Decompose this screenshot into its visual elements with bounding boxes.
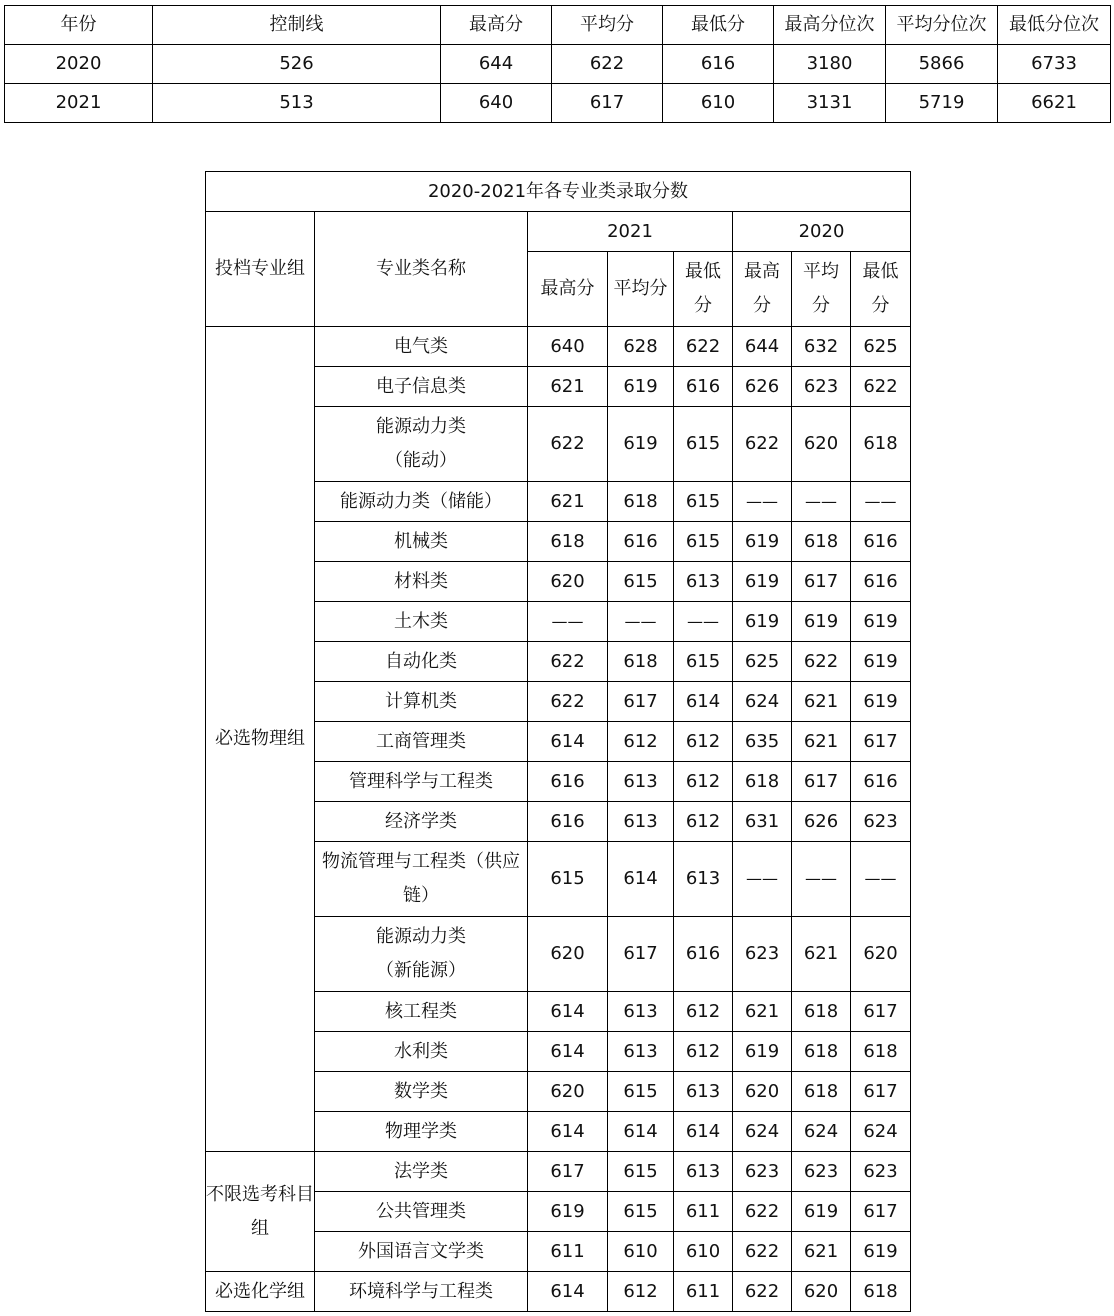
score-cell: 625 bbox=[733, 642, 792, 682]
score-cell: 617 bbox=[528, 1152, 608, 1192]
score-cell: 613 bbox=[608, 762, 674, 802]
score-cell: 623 bbox=[851, 802, 911, 842]
score-sub-header: 最低 分 bbox=[674, 252, 733, 327]
score-cell: 619 bbox=[528, 1192, 608, 1232]
score-cell: 618 bbox=[851, 1032, 911, 1072]
score-cell: 619 bbox=[733, 562, 792, 602]
score-cell: 619 bbox=[851, 682, 911, 722]
summary-header-cell: 最低分位次 bbox=[998, 6, 1111, 45]
score-cell: —— bbox=[851, 482, 911, 522]
major-name-cell: 工商管理类 bbox=[315, 722, 528, 762]
year-cell: 2020 bbox=[5, 45, 153, 84]
score-cell: —— bbox=[528, 602, 608, 642]
major-name-cell: 核工程类 bbox=[315, 992, 528, 1032]
score-cell: 616 bbox=[674, 917, 733, 992]
score-cell: 623 bbox=[733, 917, 792, 992]
score-cell: 614 bbox=[528, 1272, 608, 1312]
score-cell: 619 bbox=[851, 642, 911, 682]
score-cell: 610 bbox=[674, 1232, 733, 1272]
summary-value-cell: 640 bbox=[441, 84, 552, 123]
score-cell: 617 bbox=[608, 682, 674, 722]
score-cell: 621 bbox=[792, 917, 851, 992]
score-cell: 613 bbox=[608, 1032, 674, 1072]
score-cell: 615 bbox=[608, 1152, 674, 1192]
score-cell: 612 bbox=[608, 722, 674, 762]
score-cell: 616 bbox=[851, 762, 911, 802]
score-cell: 618 bbox=[792, 992, 851, 1032]
score-cell: 626 bbox=[733, 367, 792, 407]
score-cell: 612 bbox=[608, 1272, 674, 1312]
major-name-cell: 电气类 bbox=[315, 327, 528, 367]
score-cell: 613 bbox=[674, 562, 733, 602]
score-cell: 624 bbox=[733, 1112, 792, 1152]
score-cell: 623 bbox=[792, 1152, 851, 1192]
score-cell: 614 bbox=[608, 842, 674, 917]
score-cell: 619 bbox=[608, 407, 674, 482]
score-cell: 621 bbox=[528, 482, 608, 522]
score-cell: 616 bbox=[528, 802, 608, 842]
score-cell: 640 bbox=[528, 327, 608, 367]
major-name-column-header: 专业类名称 bbox=[315, 212, 528, 327]
score-cell: —— bbox=[851, 842, 911, 917]
score-cell: 615 bbox=[674, 522, 733, 562]
score-cell: 621 bbox=[528, 367, 608, 407]
score-cell: 614 bbox=[528, 992, 608, 1032]
score-cell: 620 bbox=[528, 917, 608, 992]
score-cell: 622 bbox=[792, 642, 851, 682]
score-cell: 618 bbox=[792, 522, 851, 562]
score-cell: 612 bbox=[674, 992, 733, 1032]
group-name-cell: 必选物理组 bbox=[206, 327, 315, 1152]
summary-header-cell: 平均分 bbox=[552, 6, 663, 45]
major-header-row-1 bbox=[206, 212, 911, 252]
major-name-cell: 计算机类 bbox=[315, 682, 528, 722]
score-cell: 615 bbox=[608, 1192, 674, 1232]
score-cell: 619 bbox=[851, 602, 911, 642]
major-name-cell: 自动化类 bbox=[315, 642, 528, 682]
score-cell: 620 bbox=[528, 1072, 608, 1112]
score-sub-header: 最高 分 bbox=[733, 252, 792, 327]
score-cell: 613 bbox=[674, 1152, 733, 1192]
score-cell: 614 bbox=[528, 722, 608, 762]
score-cell: 618 bbox=[733, 762, 792, 802]
year-header-2020: 2020 bbox=[733, 212, 911, 252]
score-cell: 619 bbox=[792, 1192, 851, 1232]
score-sub-header: 最低 分 bbox=[851, 252, 911, 327]
score-cell: 623 bbox=[851, 1152, 911, 1192]
summary-value-cell: 617 bbox=[552, 84, 663, 123]
major-name-cell: 管理科学与工程类 bbox=[315, 762, 528, 802]
major-name-cell: 外国语言文学类 bbox=[315, 1232, 528, 1272]
admission-summary-table bbox=[4, 5, 1111, 123]
score-cell: 619 bbox=[608, 367, 674, 407]
score-cell: 625 bbox=[851, 327, 911, 367]
year-cell: 2021 bbox=[5, 84, 153, 123]
score-cell: 617 bbox=[851, 1192, 911, 1232]
score-cell: 621 bbox=[792, 1232, 851, 1272]
score-cell: 622 bbox=[674, 327, 733, 367]
summary-header-row bbox=[5, 6, 1111, 45]
major-name-cell: 能源动力类 （新能源） bbox=[315, 917, 528, 992]
score-cell: 617 bbox=[851, 722, 911, 762]
score-cell: —— bbox=[608, 602, 674, 642]
year-header-2021: 2021 bbox=[528, 212, 733, 252]
major-row bbox=[206, 327, 911, 367]
score-cell: 620 bbox=[851, 917, 911, 992]
summary-header-cell: 最高分 bbox=[441, 6, 552, 45]
score-cell: 615 bbox=[674, 407, 733, 482]
score-cell: 626 bbox=[792, 802, 851, 842]
score-cell: 622 bbox=[528, 407, 608, 482]
score-cell: 613 bbox=[608, 992, 674, 1032]
score-cell: 613 bbox=[674, 842, 733, 917]
major-name-cell: 法学类 bbox=[315, 1152, 528, 1192]
summary-value-cell: 616 bbox=[663, 45, 774, 84]
summary-value-cell: 6733 bbox=[998, 45, 1111, 84]
score-cell: 616 bbox=[851, 522, 911, 562]
score-cell: 624 bbox=[851, 1112, 911, 1152]
summary-value-cell: 526 bbox=[153, 45, 441, 84]
score-cell: 612 bbox=[674, 762, 733, 802]
score-cell: 623 bbox=[792, 367, 851, 407]
summary-header-cell: 最低分 bbox=[663, 6, 774, 45]
summary-value-cell: 5866 bbox=[886, 45, 998, 84]
score-cell: 619 bbox=[733, 522, 792, 562]
score-cell: 635 bbox=[733, 722, 792, 762]
summary-header-cell: 控制线 bbox=[153, 6, 441, 45]
score-sub-header: 平均分 bbox=[608, 252, 674, 327]
score-cell: 622 bbox=[733, 1272, 792, 1312]
score-cell: 621 bbox=[733, 992, 792, 1032]
score-cell: 612 bbox=[674, 722, 733, 762]
score-sub-header: 最高分 bbox=[528, 252, 608, 327]
table-title: 2020-2021年各专业类录取分数 bbox=[206, 172, 911, 212]
score-cell: 613 bbox=[674, 1072, 733, 1112]
score-cell: 622 bbox=[733, 1192, 792, 1232]
score-cell: 622 bbox=[851, 367, 911, 407]
score-cell: 618 bbox=[608, 642, 674, 682]
score-cell: 616 bbox=[528, 762, 608, 802]
major-name-cell: 物理学类 bbox=[315, 1112, 528, 1152]
summary-row bbox=[5, 84, 1111, 123]
score-cell: 615 bbox=[608, 1072, 674, 1112]
summary-value-cell: 3180 bbox=[774, 45, 886, 84]
score-cell: 628 bbox=[608, 327, 674, 367]
score-cell: 617 bbox=[792, 762, 851, 802]
summary-value-cell: 610 bbox=[663, 84, 774, 123]
summary-value-cell: 5719 bbox=[886, 84, 998, 123]
score-cell: 619 bbox=[851, 1232, 911, 1272]
summary-header-cell: 平均分位次 bbox=[886, 6, 998, 45]
score-cell: 622 bbox=[733, 407, 792, 482]
score-cell: —— bbox=[792, 842, 851, 917]
score-cell: 611 bbox=[674, 1272, 733, 1312]
score-cell: 622 bbox=[528, 682, 608, 722]
score-cell: —— bbox=[733, 482, 792, 522]
score-cell: 624 bbox=[792, 1112, 851, 1152]
score-cell: 620 bbox=[792, 1272, 851, 1312]
score-cell: 617 bbox=[608, 917, 674, 992]
score-cell: 611 bbox=[674, 1192, 733, 1232]
score-cell: 614 bbox=[528, 1112, 608, 1152]
score-cell: 614 bbox=[608, 1112, 674, 1152]
major-name-cell: 机械类 bbox=[315, 522, 528, 562]
major-name-cell: 物流管理与工程类（供应 链） bbox=[315, 842, 528, 917]
score-cell: 624 bbox=[733, 682, 792, 722]
group-name-cell: 不限选考科目组 bbox=[206, 1152, 315, 1272]
score-cell: 618 bbox=[528, 522, 608, 562]
score-cell: 631 bbox=[733, 802, 792, 842]
major-name-cell: 数学类 bbox=[315, 1072, 528, 1112]
score-cell: 614 bbox=[528, 1032, 608, 1072]
score-cell: 619 bbox=[733, 602, 792, 642]
score-cell: 617 bbox=[792, 562, 851, 602]
score-cell: 611 bbox=[528, 1232, 608, 1272]
score-cell: 617 bbox=[851, 1072, 911, 1112]
group-column-header: 投档专业组 bbox=[206, 212, 315, 327]
score-cell: 644 bbox=[733, 327, 792, 367]
score-cell: 614 bbox=[674, 682, 733, 722]
summary-value-cell: 3131 bbox=[774, 84, 886, 123]
major-name-cell: 材料类 bbox=[315, 562, 528, 602]
major-scores-table bbox=[205, 171, 911, 1312]
score-cell: —— bbox=[674, 602, 733, 642]
score-cell: 614 bbox=[674, 1112, 733, 1152]
summary-value-cell: 644 bbox=[441, 45, 552, 84]
summary-header-cell: 最高分位次 bbox=[774, 6, 886, 45]
score-cell: 618 bbox=[608, 482, 674, 522]
score-cell: 620 bbox=[528, 562, 608, 602]
score-cell: 615 bbox=[528, 842, 608, 917]
score-cell: 622 bbox=[528, 642, 608, 682]
score-cell: 615 bbox=[674, 642, 733, 682]
score-cell: 617 bbox=[851, 992, 911, 1032]
major-name-cell: 电子信息类 bbox=[315, 367, 528, 407]
major-name-cell: 水利类 bbox=[315, 1032, 528, 1072]
score-cell: 621 bbox=[792, 722, 851, 762]
score-cell: 622 bbox=[733, 1232, 792, 1272]
major-name-cell: 公共管理类 bbox=[315, 1192, 528, 1232]
score-cell: 613 bbox=[608, 802, 674, 842]
summary-row bbox=[5, 45, 1111, 84]
major-row bbox=[206, 1272, 911, 1312]
score-cell: 615 bbox=[674, 482, 733, 522]
major-name-cell: 能源动力类（储能） bbox=[315, 482, 528, 522]
score-cell: 619 bbox=[792, 602, 851, 642]
major-name-cell: 能源动力类 （能动） bbox=[315, 407, 528, 482]
score-cell: 618 bbox=[851, 1272, 911, 1312]
score-cell: 619 bbox=[733, 1032, 792, 1072]
group-name-cell: 必选化学组 bbox=[206, 1272, 315, 1312]
major-name-cell: 环境科学与工程类 bbox=[315, 1272, 528, 1312]
summary-header-cell: 年份 bbox=[5, 6, 153, 45]
score-cell: 616 bbox=[851, 562, 911, 602]
score-cell: 616 bbox=[674, 367, 733, 407]
major-name-cell: 土木类 bbox=[315, 602, 528, 642]
score-cell: 618 bbox=[851, 407, 911, 482]
summary-value-cell: 6621 bbox=[998, 84, 1111, 123]
score-cell: 620 bbox=[792, 407, 851, 482]
summary-value-cell: 622 bbox=[552, 45, 663, 84]
score-cell: 612 bbox=[674, 1032, 733, 1072]
major-table-title-row bbox=[206, 172, 911, 212]
score-cell: —— bbox=[733, 842, 792, 917]
score-cell: 632 bbox=[792, 327, 851, 367]
major-row bbox=[206, 1152, 911, 1192]
score-cell: —— bbox=[792, 482, 851, 522]
score-cell: 616 bbox=[608, 522, 674, 562]
score-cell: 612 bbox=[674, 802, 733, 842]
score-cell: 618 bbox=[792, 1032, 851, 1072]
score-sub-header: 平均 分 bbox=[792, 252, 851, 327]
score-cell: 623 bbox=[733, 1152, 792, 1192]
score-cell: 620 bbox=[733, 1072, 792, 1112]
summary-value-cell: 513 bbox=[153, 84, 441, 123]
score-cell: 621 bbox=[792, 682, 851, 722]
major-name-cell: 经济学类 bbox=[315, 802, 528, 842]
score-cell: 618 bbox=[792, 1072, 851, 1112]
score-cell: 615 bbox=[608, 562, 674, 602]
score-cell: 610 bbox=[608, 1232, 674, 1272]
